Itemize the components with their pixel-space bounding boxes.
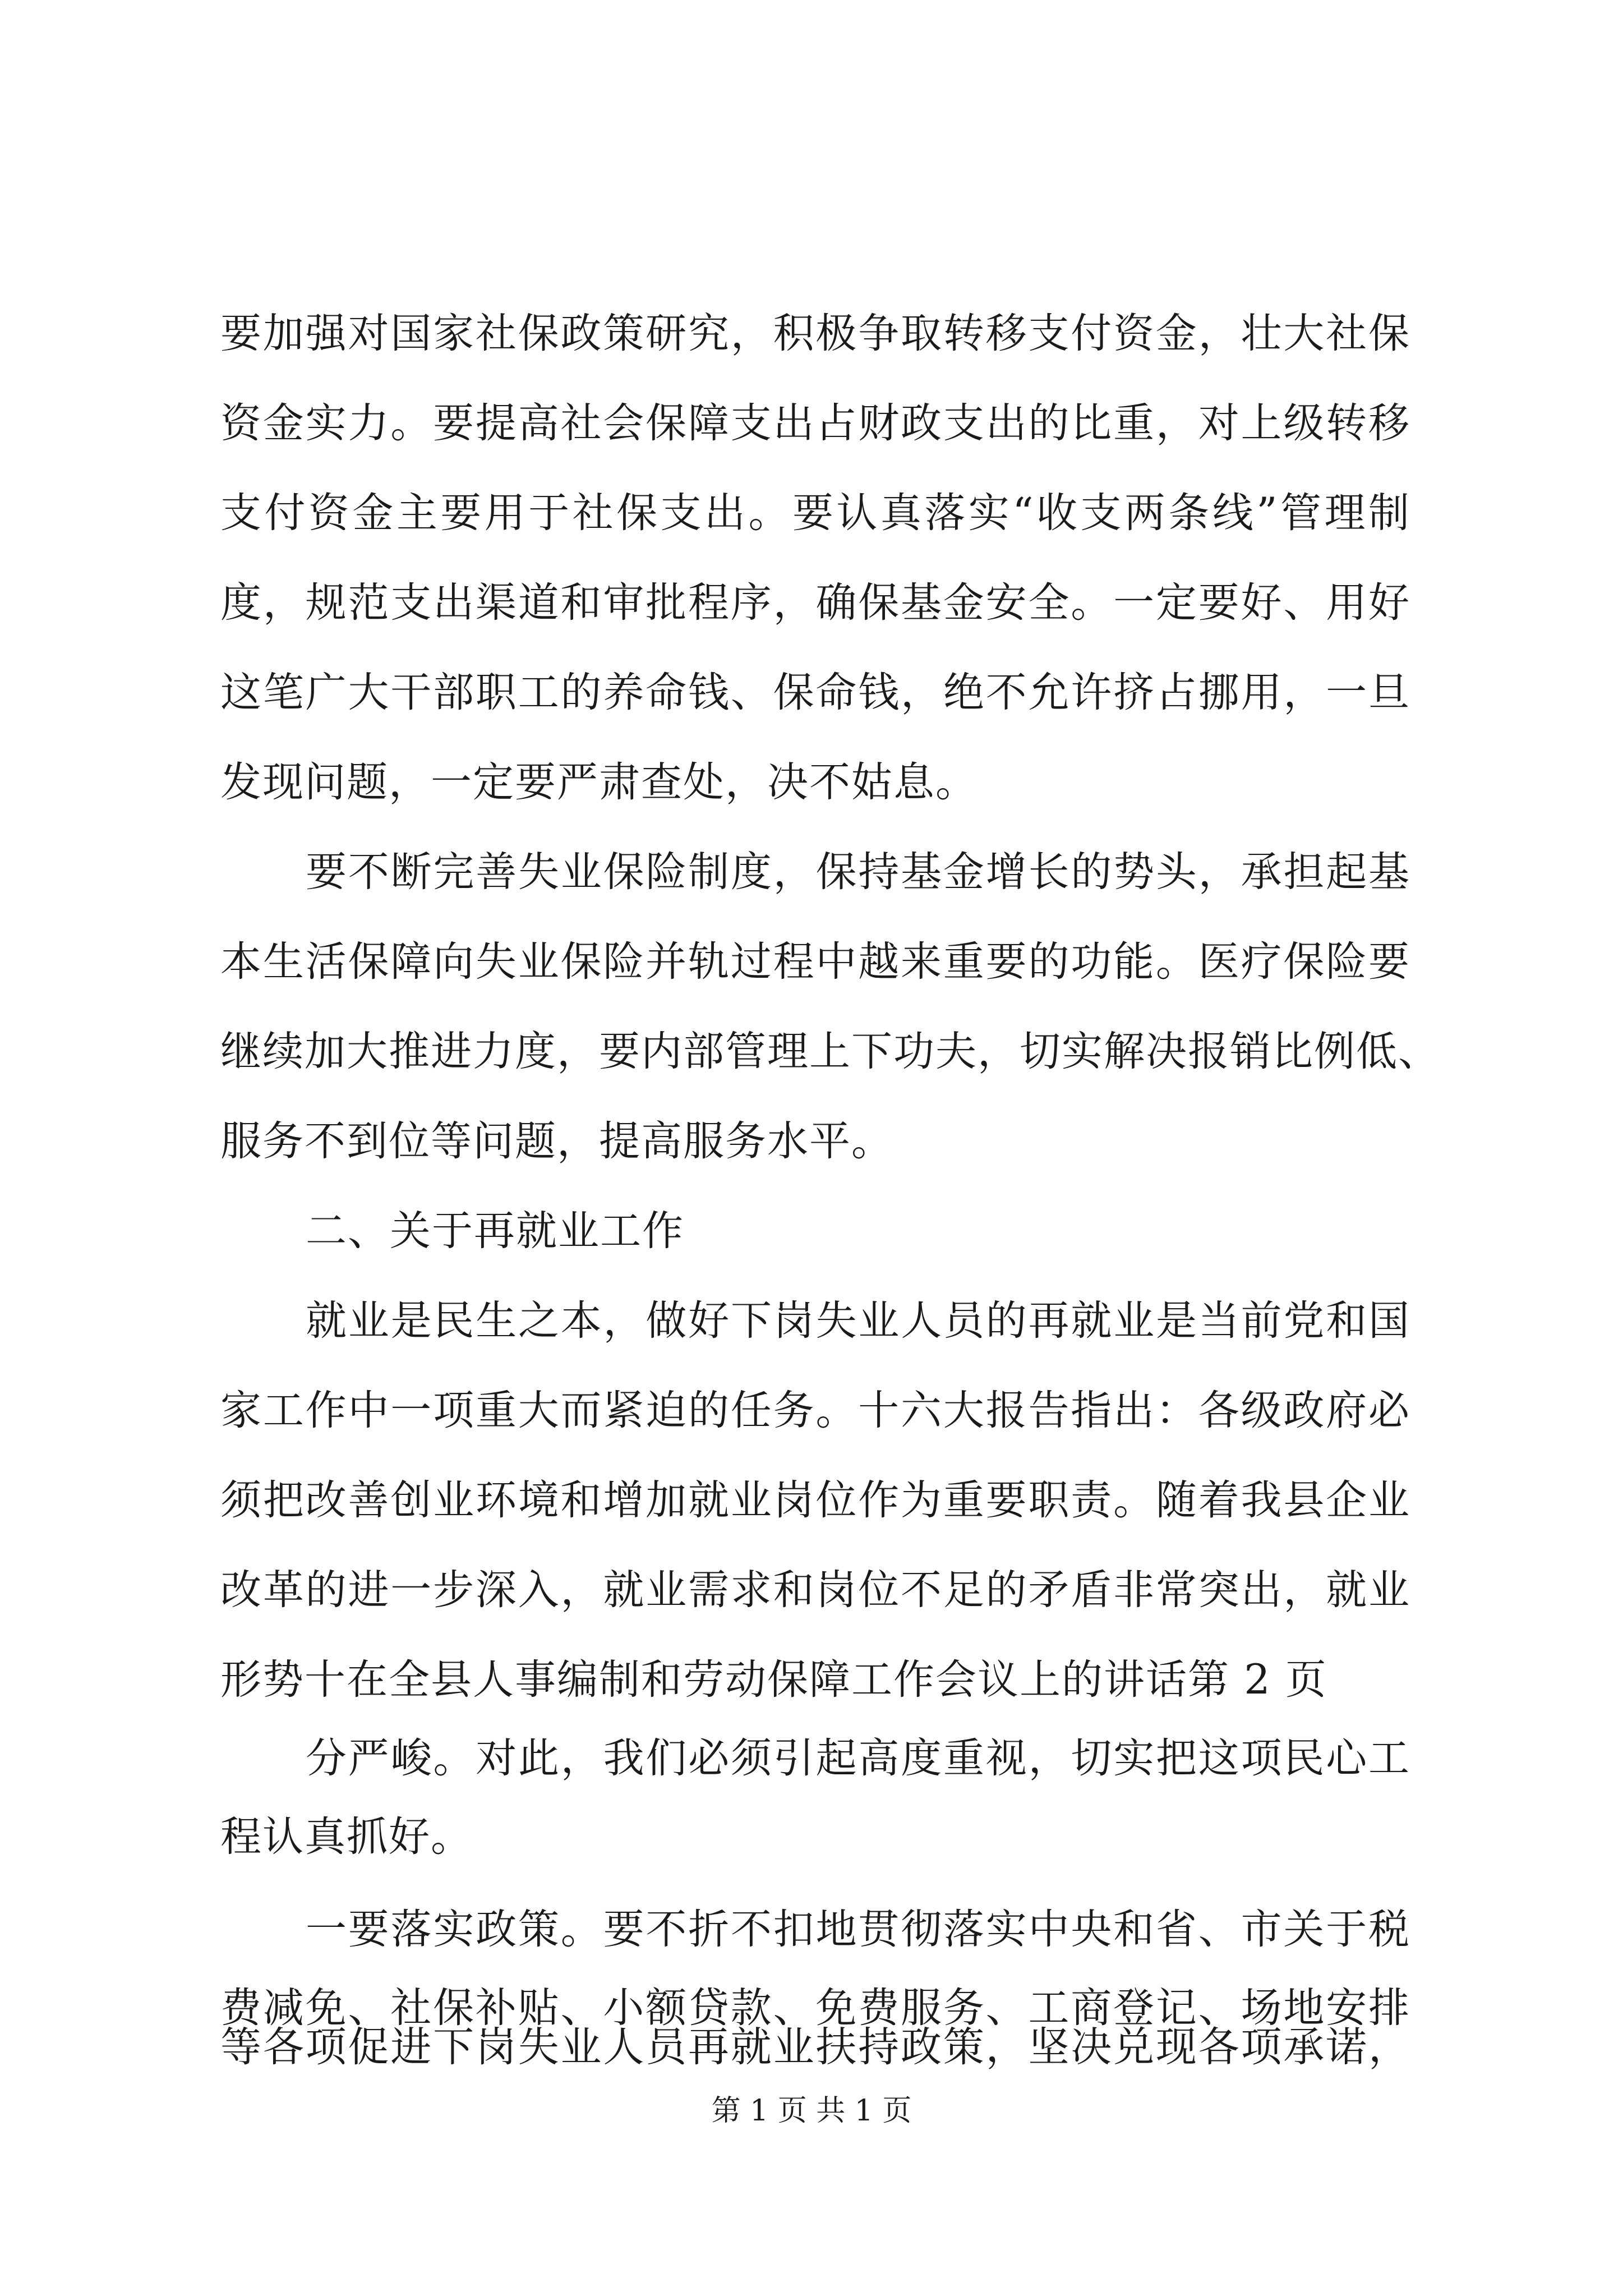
paragraph-line: 一要落实政策。要不折不扣地贯彻落实中央和省、市关于税 [306, 1906, 1410, 1953]
paragraph-line: 分严峻。对此，我们必须引起高度重视，切实把这项民心工 [306, 1734, 1410, 1782]
paragraph-line: 形势十在全县人事编制和劳动保障工作会议上的讲话第 2 页 [220, 1656, 1327, 1704]
section-heading: 二、关于再就业工作 [306, 1207, 684, 1255]
paragraph-line: 程认真抓好。 [220, 1813, 473, 1861]
paragraph-line: 须把改善创业环境和增加就业岗位作为重要职责。随着我县企业 [220, 1476, 1410, 1524]
paragraph-line: 就业是民生之本，做好下岗失业人员的再就业是当前党和国 [306, 1297, 1410, 1345]
paragraph-line: 改革的进一步深入，就业需求和岗位不足的矛盾非常突出，就业 [220, 1566, 1410, 1614]
paragraph-line: 要不断完善失业保险制度，保持基金增长的势头，承担起基 [306, 848, 1410, 896]
paragraph-line: 服务不到位等问题，提高服务水平。 [220, 1117, 893, 1165]
paragraph-line: 要加强对国家社保政策研究，积极争取转移支付资金，壮大社保 [220, 310, 1410, 357]
paragraph-line: 度，规范支出渠道和审批程序，确保基金安全。一定要好、用好 [220, 579, 1410, 627]
paragraph-line: 本生活保障向失业保险并轨过程中越来重要的功能。医疗保险要 [220, 938, 1410, 986]
paragraph-line: 继续加大推进力度，要内部管理上下功夫，切实解决报销比例低、 [220, 1028, 1440, 1075]
paragraph-line: 家工作中一项重大而紧迫的任务。十六大报告指出：各级政府必 [220, 1387, 1410, 1434]
paragraph-line: 这笔广大干部职工的养命钱、保命钱，绝不允许挤占挪用，一旦 [220, 669, 1410, 716]
paragraph-line: 发现问题，一定要严肃查处，决不姑息。 [220, 758, 978, 806]
paragraph-line: 资金实力。要提高社会保障支出占财政支出的比重，对上级转移 [220, 399, 1410, 447]
page-footer: 第 1 页 共 1 页 [711, 2094, 912, 2128]
paragraph-line: 费减免、社保补贴、小额贷款、免费服务、工商登记、场地安排 [220, 1984, 1410, 2032]
paragraph-line: 支付资金主要用于社保支出。要认真落实“收支两条线”管理制 [220, 489, 1410, 537]
paragraph-line: 等各项促进下岗失业人员再就业扶持政策，坚决兑现各项承诺， [220, 2023, 1410, 2071]
